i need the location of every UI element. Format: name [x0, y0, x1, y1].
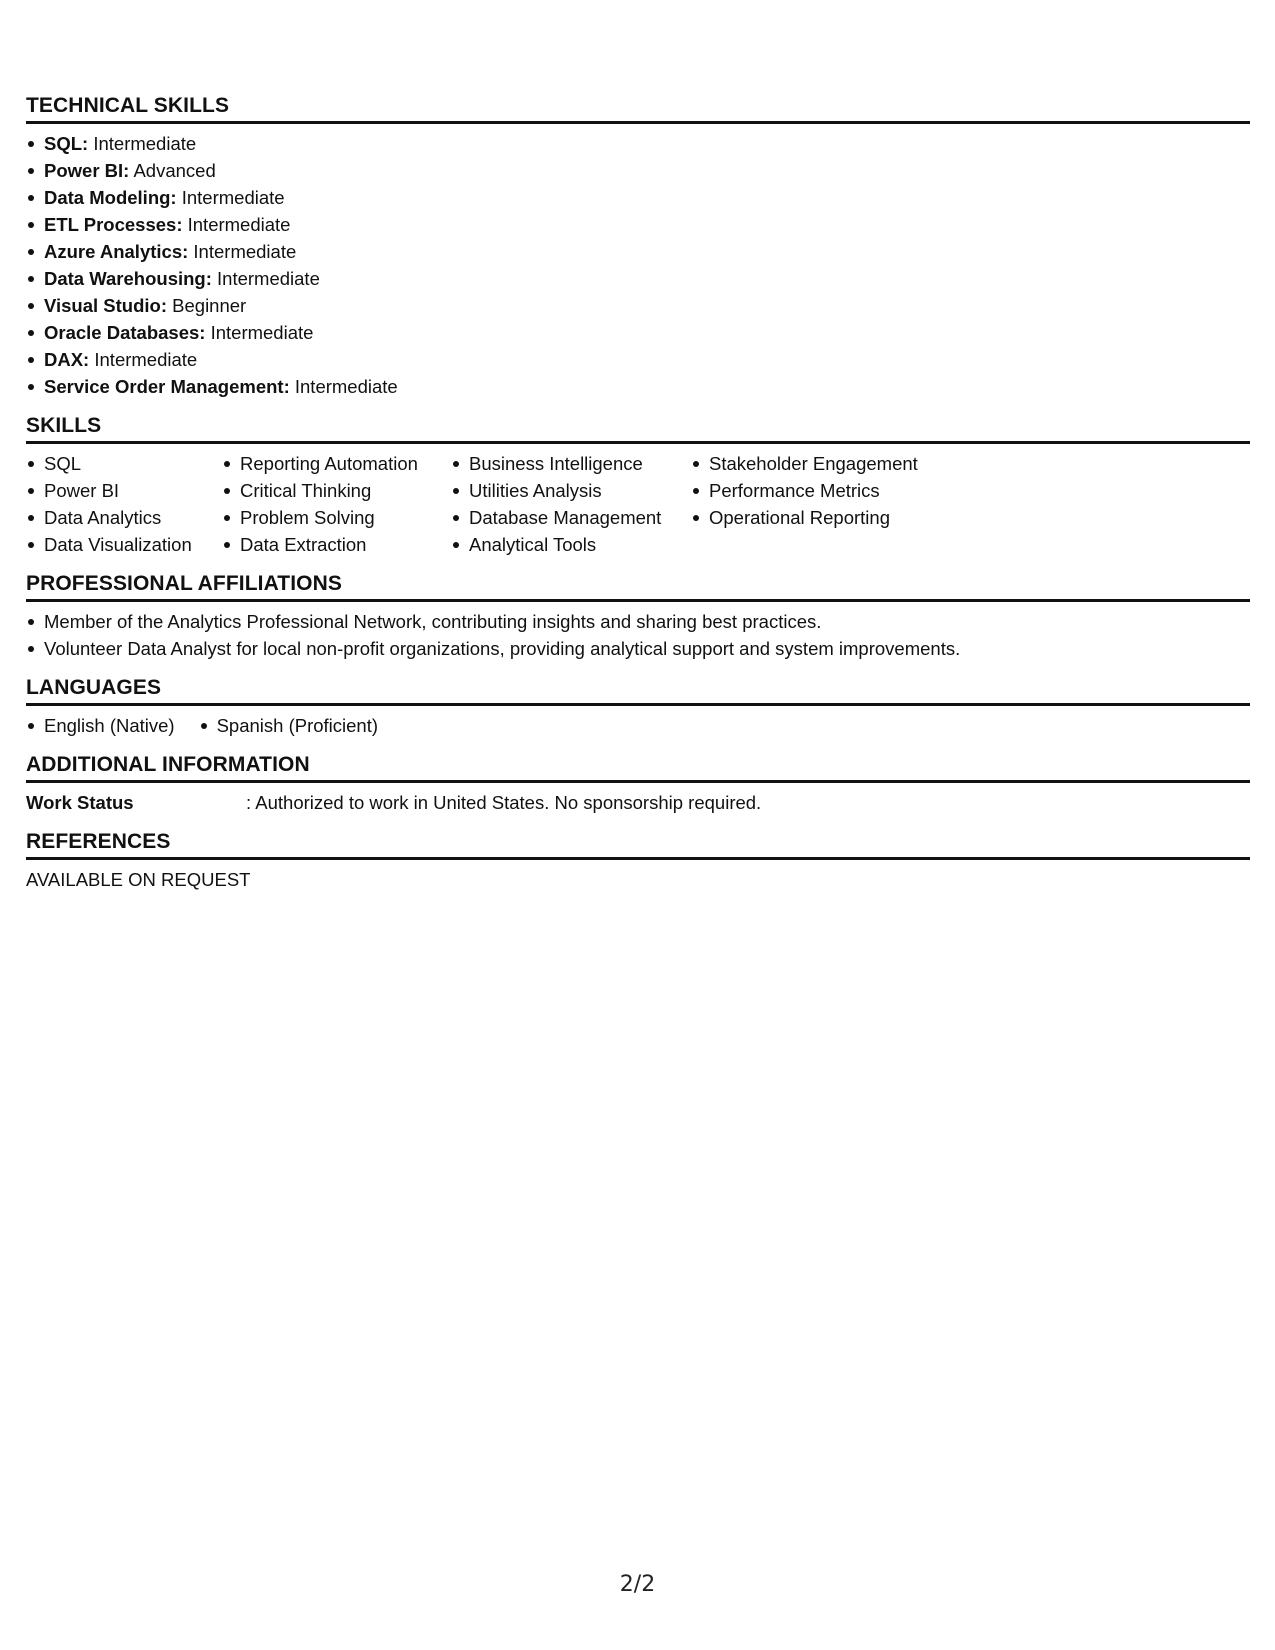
skill-item: Stakeholder Engagement [691, 450, 951, 477]
technical-skill-item [26, 238, 1250, 265]
work-status-label: Work Status [26, 792, 134, 813]
language-item: Spanish (Proficient) [199, 712, 378, 739]
technical-skill-level: Intermediate [210, 322, 314, 343]
technical-skill-item [26, 130, 1250, 157]
page-number: 2/2 [619, 1572, 656, 1597]
skills-column [691, 450, 951, 558]
technical-skill-level: Intermediate [217, 268, 320, 289]
languages-list [26, 712, 1250, 739]
skill-item: Business Intelligence [451, 450, 691, 477]
technical-skill-name: Power BI: [44, 160, 130, 181]
technical-skills-section [26, 94, 1250, 400]
technical-skill-name: Visual Studio: [44, 295, 168, 316]
skills-grid [26, 450, 1250, 558]
technical-skill-item [26, 373, 1250, 400]
technical-skill-level: Beginner [172, 295, 247, 316]
technical-skill-level: Intermediate [187, 214, 291, 235]
skill-item: SQL [26, 450, 222, 477]
skills-section [26, 414, 1250, 558]
references-text: AVAILABLE ON REQUEST [26, 869, 251, 890]
section-title-additional-info: ADDITIONAL INFORMATION [26, 753, 1250, 783]
skill-item: Data Analytics [26, 504, 222, 531]
technical-skill-item [26, 265, 1250, 292]
technical-skill-item [26, 157, 1250, 184]
technical-skill-name: DAX: [44, 349, 90, 370]
work-status-value: : Authorized to work in United States. No sponsorship required. [246, 792, 762, 813]
technical-skill-name: Data Modeling: [44, 187, 177, 208]
technical-skill-level: Intermediate [93, 133, 197, 154]
section-title-languages: LANGUAGES [26, 676, 1250, 706]
technical-skill-item [26, 292, 1250, 319]
resume-page [26, 94, 1250, 907]
skill-item: Database Management [451, 504, 691, 531]
skills-column [26, 450, 222, 558]
skills-column [451, 450, 691, 558]
affiliation-item: Member of the Analytics Professional Network, contributing insights and sharing best practices. [26, 608, 1250, 635]
technical-skill-level: Intermediate [294, 376, 398, 397]
section-title-technical-skills: TECHNICAL SKILLS [26, 94, 1250, 124]
technical-skill-level: Intermediate [181, 187, 285, 208]
technical-skill-name: ETL Processes: [44, 214, 183, 235]
skill-item: Analytical Tools [451, 531, 691, 558]
skill-item: Reporting Automation [222, 450, 451, 477]
additional-info-section [26, 753, 1250, 816]
skill-item: Data Visualization [26, 531, 222, 558]
technical-skill-item [26, 211, 1250, 238]
section-title-skills: SKILLS [26, 414, 1250, 444]
technical-skill-item [26, 184, 1250, 211]
technical-skill-level: Intermediate [94, 349, 198, 370]
languages-section [26, 676, 1250, 739]
technical-skill-level: Advanced [133, 160, 216, 181]
technical-skills-list [26, 130, 1250, 400]
skill-item: Performance Metrics [691, 477, 951, 504]
work-status-row [26, 789, 1250, 816]
skill-item: Critical Thinking [222, 477, 451, 504]
technical-skill-item [26, 319, 1250, 346]
references-section [26, 830, 1250, 893]
section-title-references: REFERENCES [26, 830, 1250, 860]
section-title-affiliations: PROFESSIONAL AFFILIATIONS [26, 572, 1250, 602]
technical-skill-name: Data Warehousing: [44, 268, 212, 289]
skill-item: Data Extraction [222, 531, 451, 558]
technical-skill-name: Azure Analytics: [44, 241, 189, 262]
technical-skill-level: Intermediate [193, 241, 297, 262]
technical-skill-name: Service Order Management: [44, 376, 290, 397]
affiliations-list [26, 608, 1250, 662]
language-item: English (Native) [26, 712, 175, 739]
skill-item: Power BI [26, 477, 222, 504]
technical-skill-name: Oracle Databases: [44, 322, 206, 343]
affiliation-item: Volunteer Data Analyst for local non-profit organizations, providing analytical support and system improvements. [26, 635, 1250, 662]
skills-column [222, 450, 451, 558]
technical-skill-name: SQL: [44, 133, 89, 154]
skill-item: Problem Solving [222, 504, 451, 531]
affiliations-section [26, 572, 1250, 662]
skill-item: Operational Reporting [691, 504, 951, 531]
skill-item: Utilities Analysis [451, 477, 691, 504]
technical-skill-item [26, 346, 1250, 373]
